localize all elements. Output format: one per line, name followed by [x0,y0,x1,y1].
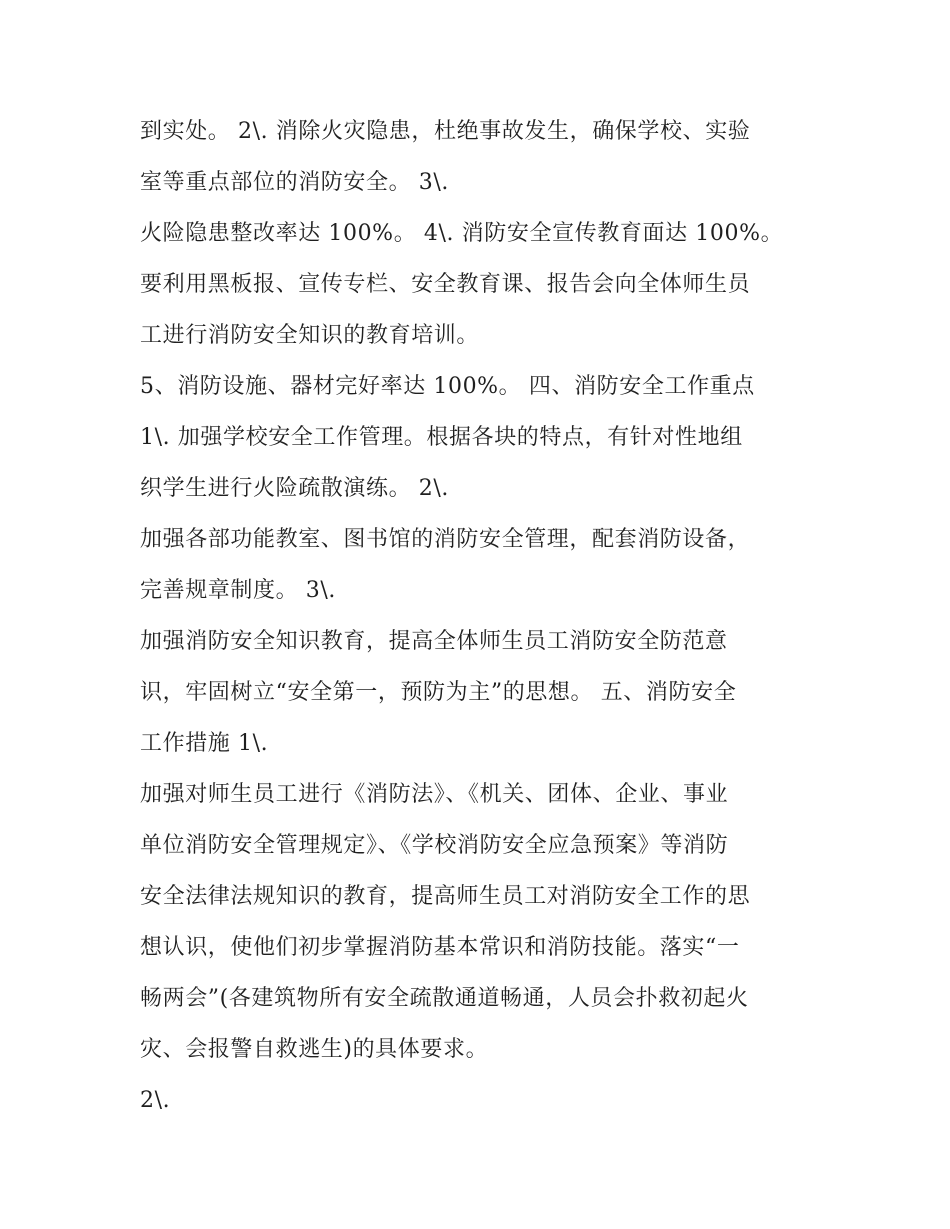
text-line: 火险隐患整改率达 100%。 4\. 消防安全宣传教育面达 100%。 [140,221,784,246]
text-line: 完善规章制度。 3\. [140,578,336,603]
text-line: 到实处。 2\. 消除火灾隐患，杜绝事故发生，确保学校、实验 [140,119,751,144]
text-line: 要利用黑板报、宣传专栏、安全教育课、报告会向全体师生员 [140,272,751,297]
text-line: 2\. [140,1088,171,1113]
text-line: 安全法律法规知识的教育，提高师生员工对消防安全工作的思 [140,884,751,909]
text-line: 加强消防安全知识教育，提高全体师生员工消防安全防范意 [140,629,728,654]
text-line: 想认识，使他们初步掌握消防基本常识和消防技能。落实“一 [140,935,740,960]
text-line: 5、消防设施、器材完好率达 100%。 四、消防安全工作重点 [140,374,755,399]
text-line: 灾、会报警自救逃生)的具体要求。 [140,1037,489,1062]
text-line: 1\. 加强学校安全工作管理。根据各块的特点，有针对性地组 [140,425,743,450]
body-text [140,106,820,1126]
text-line: 畅两会”(各建筑物所有安全疏散通道畅通，人员会扑救初起火 [140,986,749,1011]
text-line: 工作措施 1\. [140,731,269,756]
text-line: 织学生进行火险疏散演练。 2\. [140,476,449,501]
text-line: 识，牢固树立“安全第一，预防为主”的思想。 五、消防安全 [140,680,737,705]
text-line: 加强对师生员工进行《消防法》、《机关、团体、企业、事业 [140,782,729,807]
text-line: 加强各部功能教室、图书馆的消防安全管理，配套消防设备， [140,527,751,552]
text-line: 工进行消防安全知识的教育培训。 [140,323,480,348]
text-line: 室等重点部位的消防安全。 3\. [140,170,449,195]
text-line: 单位消防安全管理规定》、《学校消防安全应急预案》等消防 [140,833,729,858]
